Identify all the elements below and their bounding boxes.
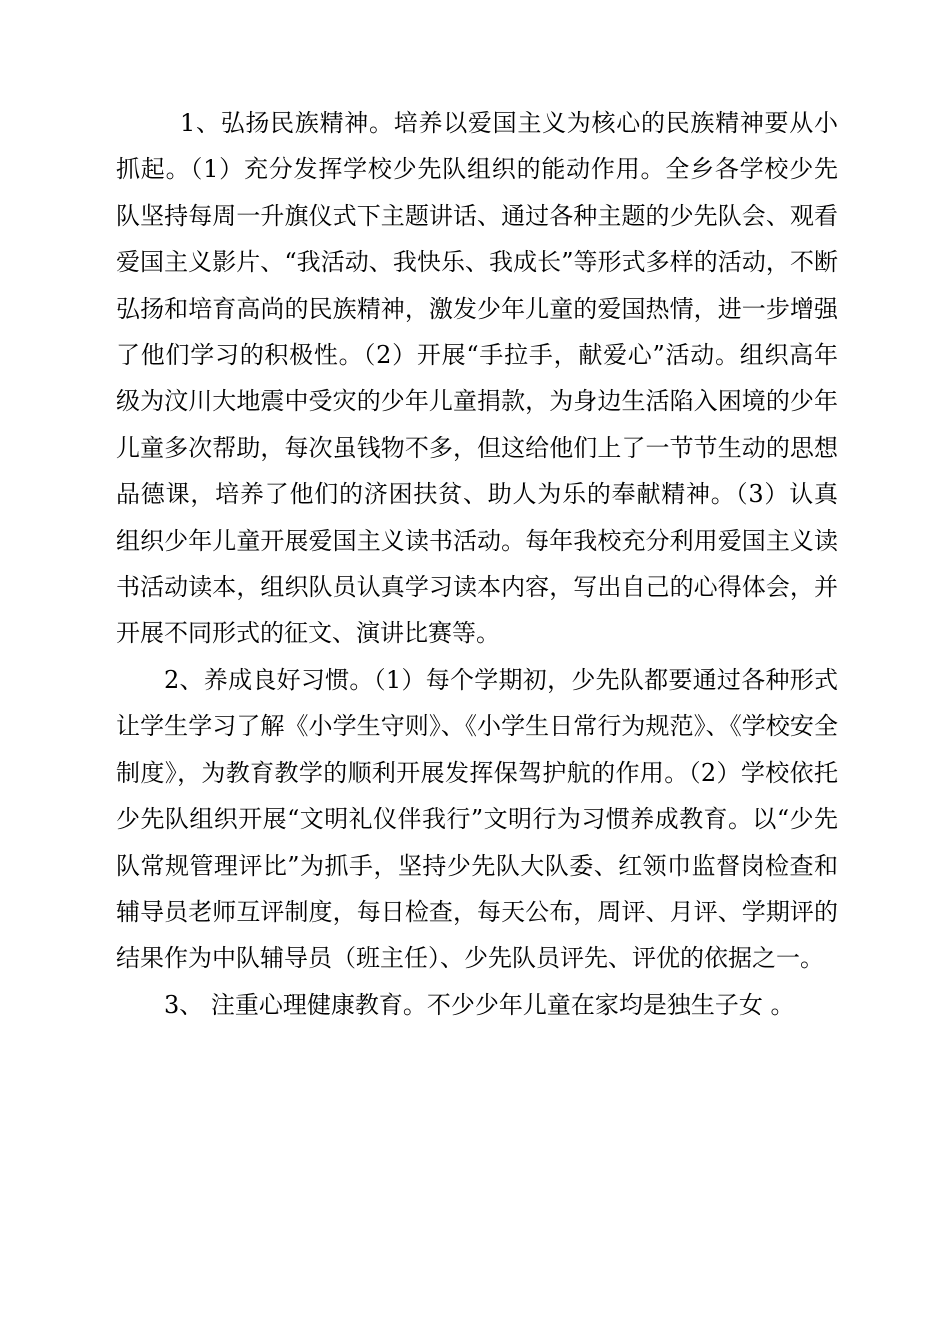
document-body bbox=[116, 100, 838, 1028]
paragraph-1: 1、弘扬民族精神。培养以爱国主义为核心的民族精神要从小抓起。（1）充分发挥学校少先队组织的能动作用。全乡各学校少先队坚持每周一升旗仪式下主题讲话、通过各种主题的少先队会、观看爱国主义影片、“我活动、我快乐、我成长”等形式多样的活动，不断弘扬和培育高尚的民族精神，激发少年儿童的爱国热情，进一步增强了他们学习的积极性。（2）开展“手拉手，献爱心”活动。组织高年级为汶川大地震中受灾的少年儿童捐款，为身边生活陷入困境的少年儿童多次帮助，每次虽钱物不多，但这给他们上了一节节生动的思想品德课，培养了他们的济困扶贫、助人为乐的奉献精神。（3）认真组织少年儿童开展爱国主义读书活动。每年我校充分利用爱国主义读书活动读本，组织队员认真学习读本内容，写出自己的心得体会，并开展不同形式的征文、演讲比赛等。 bbox=[116, 109, 838, 648]
paragraph-2: 2、养成良好习惯。（1）每个学期初，少先队都要通过各种形式让学生学习了解《小学生守则》、《小学生日常行为规范》、《学校安全制度》，为教育教学的顺利开展发挥保驾护航的作用。（2）学校依托少先队组织开展“文明礼仪伴我行”文明行为习惯养成教育。以“少先队常规管理评比”为抓手，坚持少先队大队委、红领巾监督岗检查和辅导员老师互评制度，每日检查，每天公布，周评、月评、学期评的结果作为中队辅导员（班主任）、少先队员评先、评优的依据之一。 bbox=[116, 665, 838, 973]
paragraph-3: 3、 注重心理健康教育。不少少年儿童在家均是独生子女 。 bbox=[164, 990, 795, 1019]
